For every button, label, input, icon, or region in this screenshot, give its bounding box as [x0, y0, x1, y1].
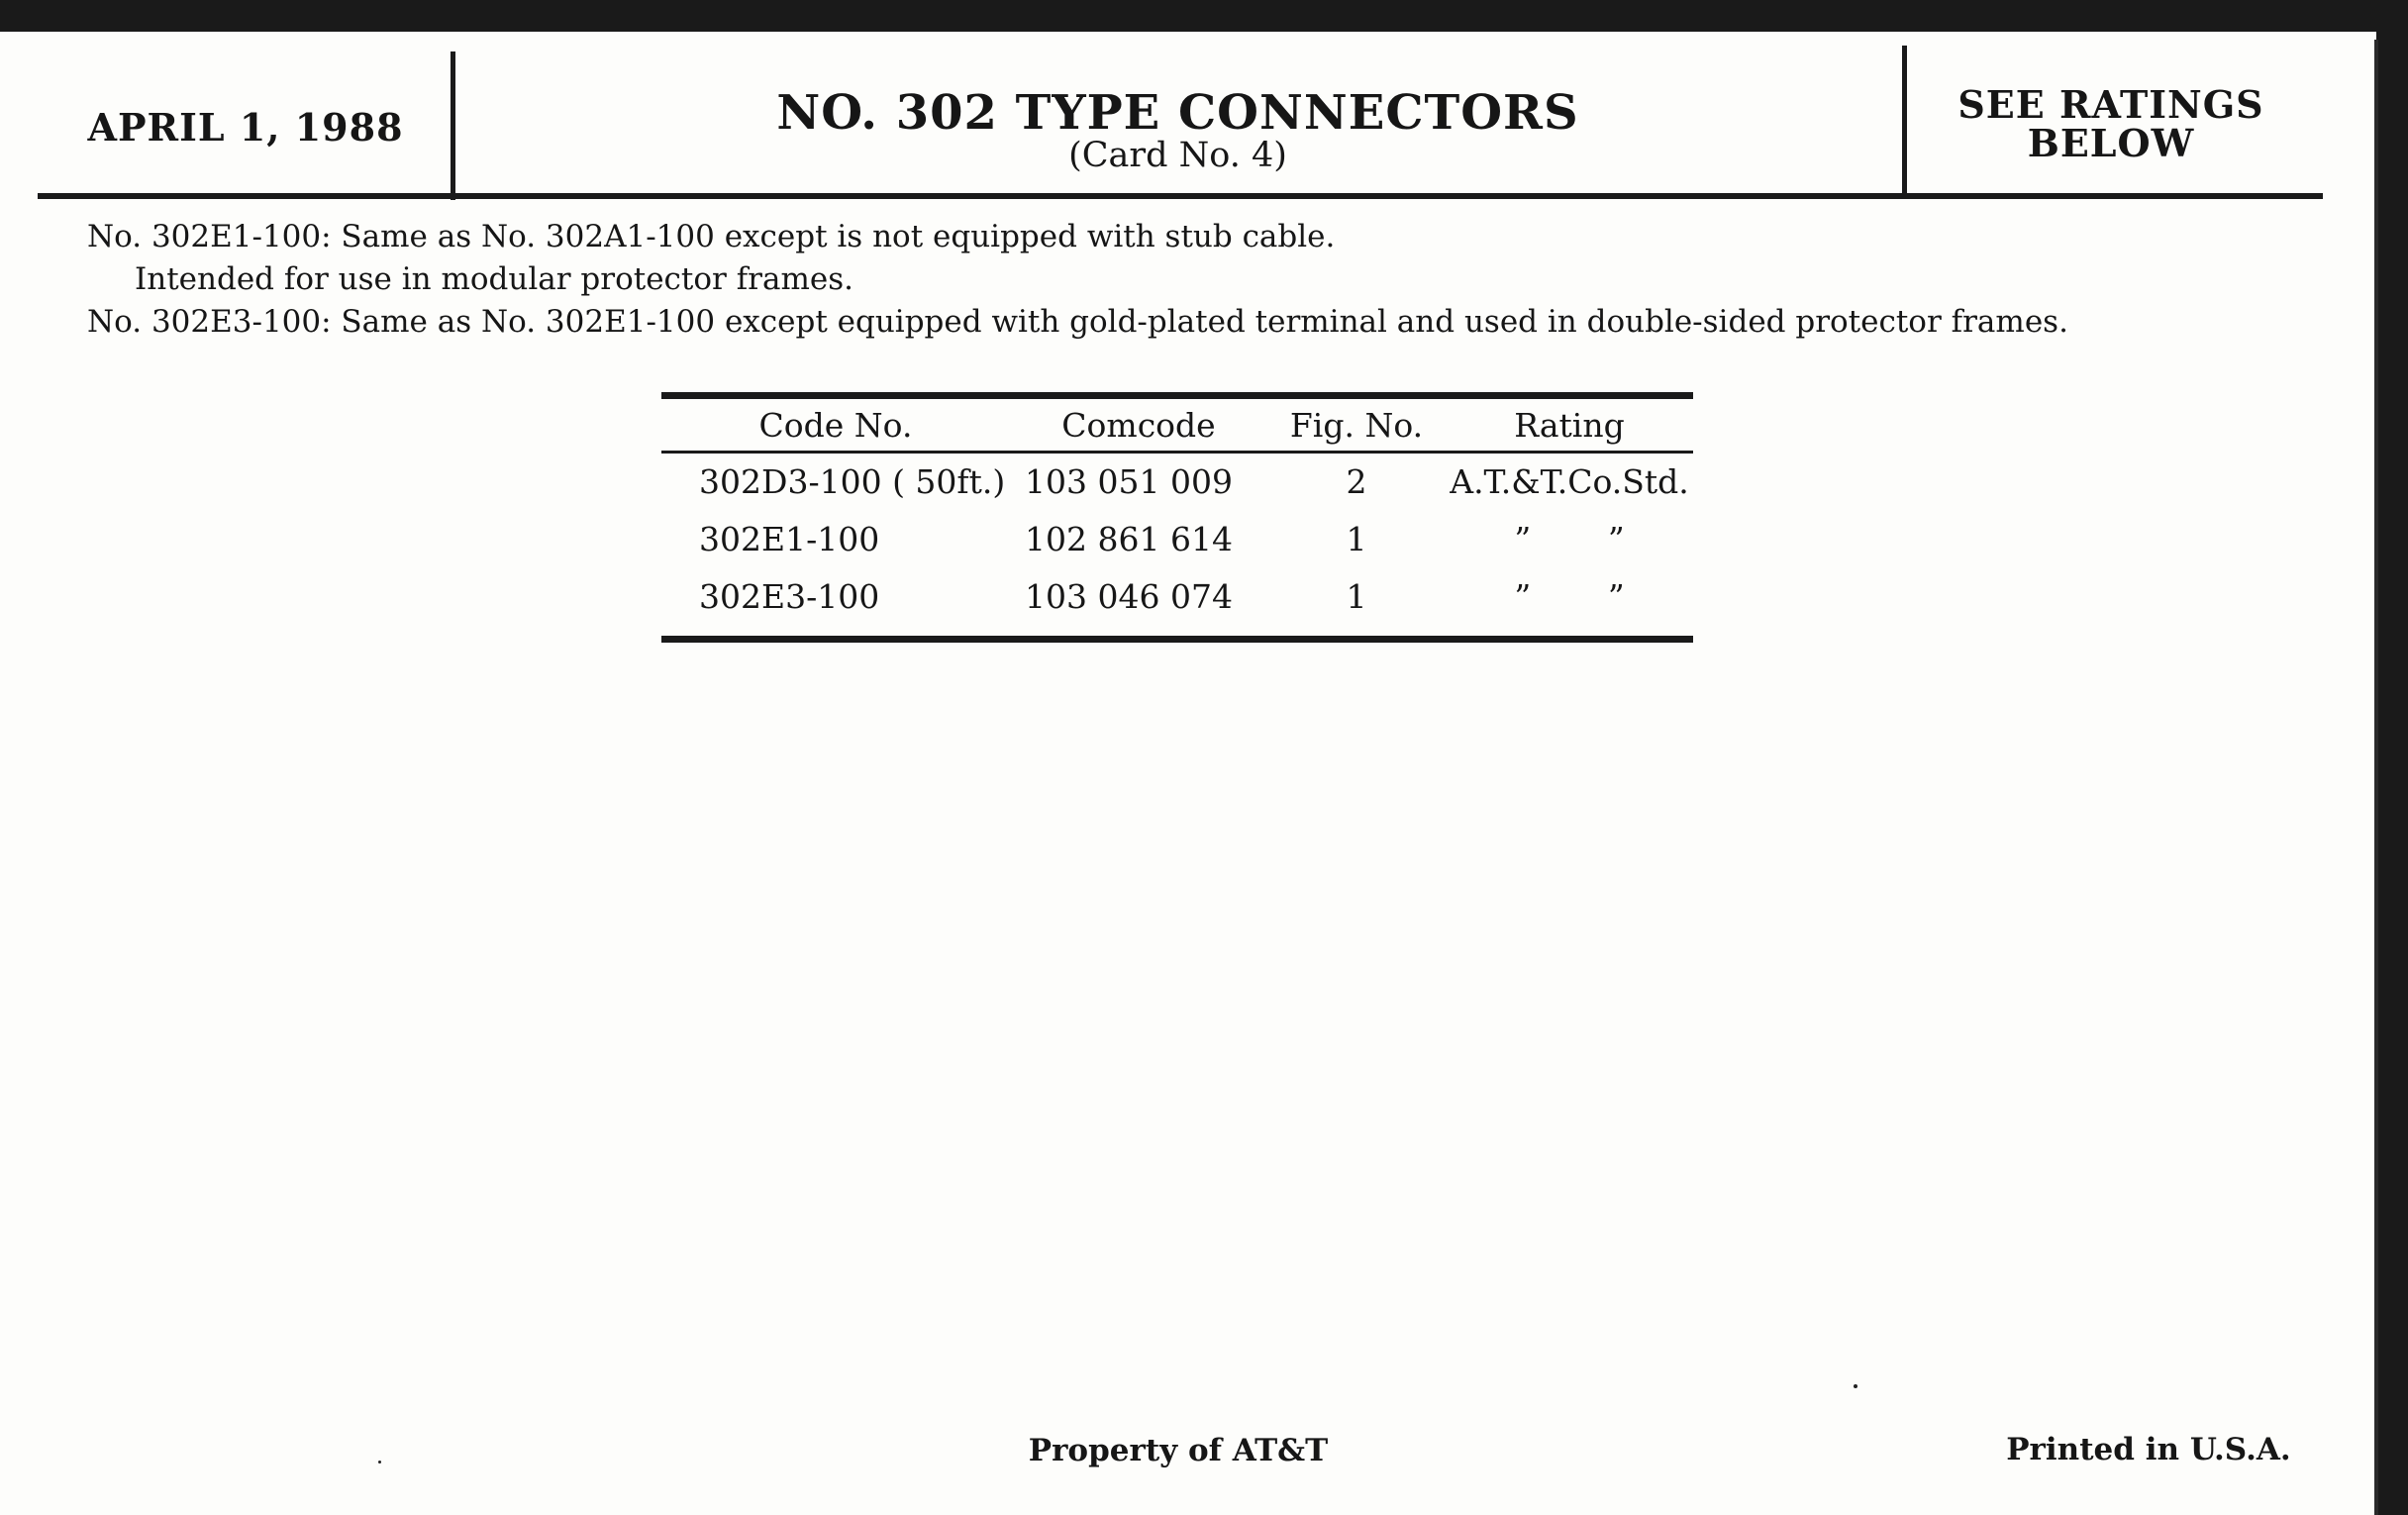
ditto-mark: ”	[1607, 577, 1625, 616]
table-row	[661, 454, 1693, 511]
document-title: NO. 302 TYPE CONNECTORS	[776, 85, 1579, 141]
col-header-code: Code No.	[758, 406, 913, 445]
scan-speck	[378, 1461, 381, 1464]
header-date: APRIL 1, 1988	[87, 105, 404, 150]
table-top-rule	[661, 392, 1693, 399]
header-ratings-line1: SEE RATINGS	[1957, 82, 2264, 127]
scan-right-border	[2376, 0, 2408, 1515]
scan-top-border	[0, 0, 2408, 34]
header-ratings-line2: BELOW	[2027, 121, 2195, 165]
cell-rating-ditto	[1446, 568, 1693, 626]
document-subtitle: (Card No. 4)	[1068, 136, 1287, 175]
note-line: No. 302E1-100: Same as No. 302A1-100 except is not equipped with stub cable.	[87, 219, 1336, 254]
col-header-rating: Rating	[1514, 406, 1625, 445]
cell-fig: 1	[1346, 520, 1367, 558]
cell-comcode: 103 051 009	[1025, 462, 1233, 501]
header-divider-left	[451, 51, 455, 200]
footer-property: Property of AT&T	[1028, 1433, 1329, 1468]
cell-fig: 2	[1346, 462, 1367, 501]
cell-rating-ditto	[1446, 511, 1693, 568]
ditto-mark: ”	[1607, 520, 1625, 558]
cell-fig: 1	[1346, 577, 1367, 616]
table-header-row	[661, 399, 1693, 451]
table-row	[661, 511, 1693, 568]
card-edge-line	[2374, 40, 2378, 1515]
ditto-mark: ”	[1514, 577, 1532, 616]
note-line: No. 302E3-100: Same as No. 302E1-100 except equipped with gold-plated terminal and used in double-sided protector frames.	[87, 304, 2068, 340]
cell-code: 302E1-100	[699, 520, 880, 558]
cell-code: 302E3-100	[699, 577, 880, 616]
cell-code: 302D3-100 ( 50ft.)	[699, 462, 1006, 501]
header-rule	[38, 193, 2323, 199]
col-header-fig: Fig. No.	[1289, 406, 1424, 445]
notes-block	[87, 216, 2265, 344]
cell-comcode: 103 046 074	[1025, 577, 1233, 616]
ditto-mark: ”	[1514, 520, 1532, 558]
col-header-comcode: Comcode	[1061, 406, 1216, 445]
table-bottom-spacer	[661, 626, 1693, 636]
header-ratings-note	[1907, 82, 2315, 165]
note-line: Intended for use in modular protector frames.	[135, 261, 853, 297]
table-bottom-rule	[661, 636, 1693, 643]
footer-printed: Printed in U.S.A.	[2006, 1432, 2291, 1467]
table-row	[661, 568, 1693, 626]
connectors-table	[661, 392, 1693, 643]
cell-comcode: 102 861 614	[1025, 520, 1233, 558]
scan-speck	[1854, 1384, 1857, 1388]
cell-rating: A.T.&T.Co.Std.	[1450, 462, 1689, 501]
